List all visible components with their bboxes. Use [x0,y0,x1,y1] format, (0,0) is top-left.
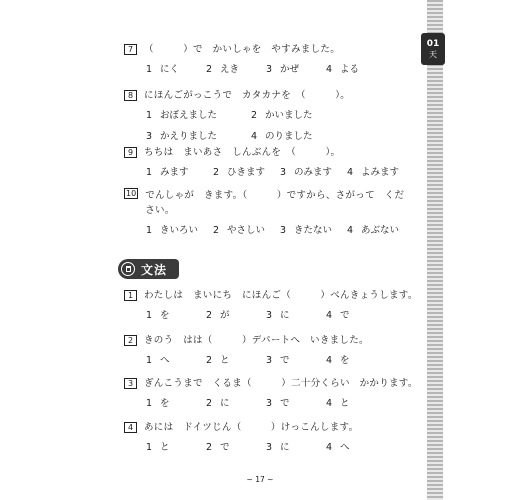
option-1[interactable] [146,441,206,454]
option-1[interactable] [146,397,206,410]
option-4[interactable] [326,354,386,367]
question-number: 7 [124,44,137,55]
option-2[interactable] [213,224,280,237]
option-text: えき [220,64,240,75]
question-line [124,376,418,391]
option-number: 3 [280,225,287,236]
question-number: 9 [124,147,137,158]
grammar-question-1 [124,288,418,322]
option-text: かいました [265,110,313,121]
option-4[interactable] [251,130,356,143]
option-text: に [280,442,290,453]
option-number: 1 [146,310,153,321]
option-text: を [160,310,170,321]
question-line [124,145,414,160]
option-3[interactable] [146,130,251,143]
option-number: 4 [326,398,333,409]
option-text: で [220,442,230,453]
option-text: きたない [294,225,333,236]
question-line [124,420,414,435]
answer-options [124,166,414,179]
option-1[interactable] [146,354,206,367]
option-number: 3 [266,398,273,409]
question-text: （ ）で かいしゃを やすみました。 [144,44,341,55]
chapter-label: 天 [429,49,437,59]
question-number: 1 [124,290,137,301]
question-text: あには ドイツじん（ ）けっこんします。 [144,422,359,433]
option-number: 1 [146,64,153,75]
option-text: で [340,310,350,321]
grammar-question-3 [124,376,418,410]
option-text: のりました [265,131,313,142]
grammar-question-4 [124,420,414,454]
answer-options [124,309,414,322]
option-number: 1 [146,225,153,236]
option-text: と [340,398,350,409]
option-number: 3 [266,64,273,75]
question-7 [124,42,414,76]
option-number: 2 [206,398,213,409]
option-3[interactable] [266,441,326,454]
option-1[interactable] [146,109,251,122]
option-text: が [220,310,230,321]
question-number: 4 [124,422,137,433]
question-number: 10 [126,189,137,198]
question-number: 2 [124,335,137,346]
option-text: みます [160,167,189,178]
option-2[interactable] [206,354,266,367]
option-number: 2 [206,442,213,453]
option-number: 4 [326,355,333,366]
answer-options [124,441,414,454]
option-number: 3 [146,131,153,142]
option-3[interactable] [280,166,347,179]
option-text: きいろい [160,225,199,236]
option-text: で [280,355,290,366]
option-text: へ [160,355,170,366]
question-text: にほんごがっこうで カタカナを （ ）。 [144,90,351,101]
question-text: でんしゃが きます。（ ）ですから、さがって ください。 [145,190,405,216]
option-number: 4 [326,64,333,75]
question-line [124,42,414,57]
question-number: 8 [124,90,137,101]
option-number: 2 [213,167,220,178]
option-3[interactable] [266,63,326,76]
chapter-tab[interactable] [421,33,445,65]
chapter-number: 01 [426,38,440,49]
option-number: 4 [251,131,258,142]
option-1[interactable] [146,63,206,76]
answer-options [124,354,414,367]
grammar-section-header [118,259,179,279]
option-4[interactable] [326,309,386,322]
question-line [124,288,418,303]
option-number: 1 [146,398,153,409]
option-text: へ [340,442,350,453]
option-2[interactable] [206,441,266,454]
option-text: おぼえました [160,110,218,121]
option-2[interactable] [206,397,266,410]
section-title: 文法 [141,262,168,277]
question-number: 3 [124,378,137,389]
option-number: 3 [266,442,273,453]
option-number: 3 [266,355,273,366]
option-text: のみます [294,167,333,178]
answer-options [124,63,414,76]
option-2[interactable] [206,309,266,322]
option-number: 2 [251,110,258,121]
option-4[interactable] [347,166,414,179]
option-number: 2 [206,310,213,321]
option-2[interactable] [213,166,280,179]
option-text: に [220,398,230,409]
book-icon [121,262,135,276]
question-10 [124,188,414,237]
option-number: 1 [146,167,153,178]
page-number: ~ 17 ~ [246,475,274,484]
option-3[interactable] [280,224,347,237]
question-line [124,188,414,218]
question-text: きのう はは（ ）デパートへ いきました。 [144,335,369,346]
answer-options [124,224,414,237]
option-text: を [340,355,350,366]
option-number: 1 [146,442,153,453]
question-text: ぎんこうまで くるま（ ）二十分くらい かかります。 [144,378,418,389]
option-1[interactable] [146,224,213,237]
option-text: あぶない [361,225,400,236]
section-badge [118,259,179,279]
option-number: 1 [146,355,153,366]
option-3[interactable] [266,309,326,322]
option-2[interactable] [251,109,356,122]
option-text: と [220,355,230,366]
option-4[interactable] [326,397,386,410]
question-line [124,333,414,348]
option-number: 1 [146,110,153,121]
option-1[interactable] [146,166,213,179]
option-text: に [280,310,290,321]
option-3[interactable] [266,354,326,367]
option-text: と [160,442,170,453]
option-number: 2 [206,355,213,366]
option-number: 4 [347,167,354,178]
option-text: にく [160,64,180,75]
option-text: よる [340,64,360,75]
option-number: 2 [206,64,213,75]
option-text: で [280,398,290,409]
option-text: やさしい [227,225,266,236]
answer-options [124,109,414,143]
option-text: よみます [361,167,400,178]
option-4[interactable] [326,63,386,76]
question-text: わたしは まいにち にほんご（ ）べんきょうします。 [144,290,418,301]
option-number: 4 [326,310,333,321]
option-4[interactable] [326,441,386,454]
option-number: 4 [347,225,354,236]
option-number: 4 [326,442,333,453]
option-1[interactable] [146,309,206,322]
side-index-stripe [427,0,443,500]
question-9 [124,145,414,179]
answer-options [124,397,414,410]
option-number: 2 [213,225,220,236]
option-text: かえりました [160,131,218,142]
option-2[interactable] [206,63,266,76]
grammar-question-2 [124,333,414,367]
option-number: 3 [266,310,273,321]
option-number: 3 [280,167,287,178]
option-text: ひきます [227,167,266,178]
question-text: ちちは まいあさ しんぶんを （ ）。 [144,147,341,158]
question-line [124,88,414,103]
option-3[interactable] [266,397,326,410]
option-4[interactable] [347,224,414,237]
question-8 [124,88,414,143]
option-text: を [160,398,170,409]
option-text: かぜ [280,64,300,75]
